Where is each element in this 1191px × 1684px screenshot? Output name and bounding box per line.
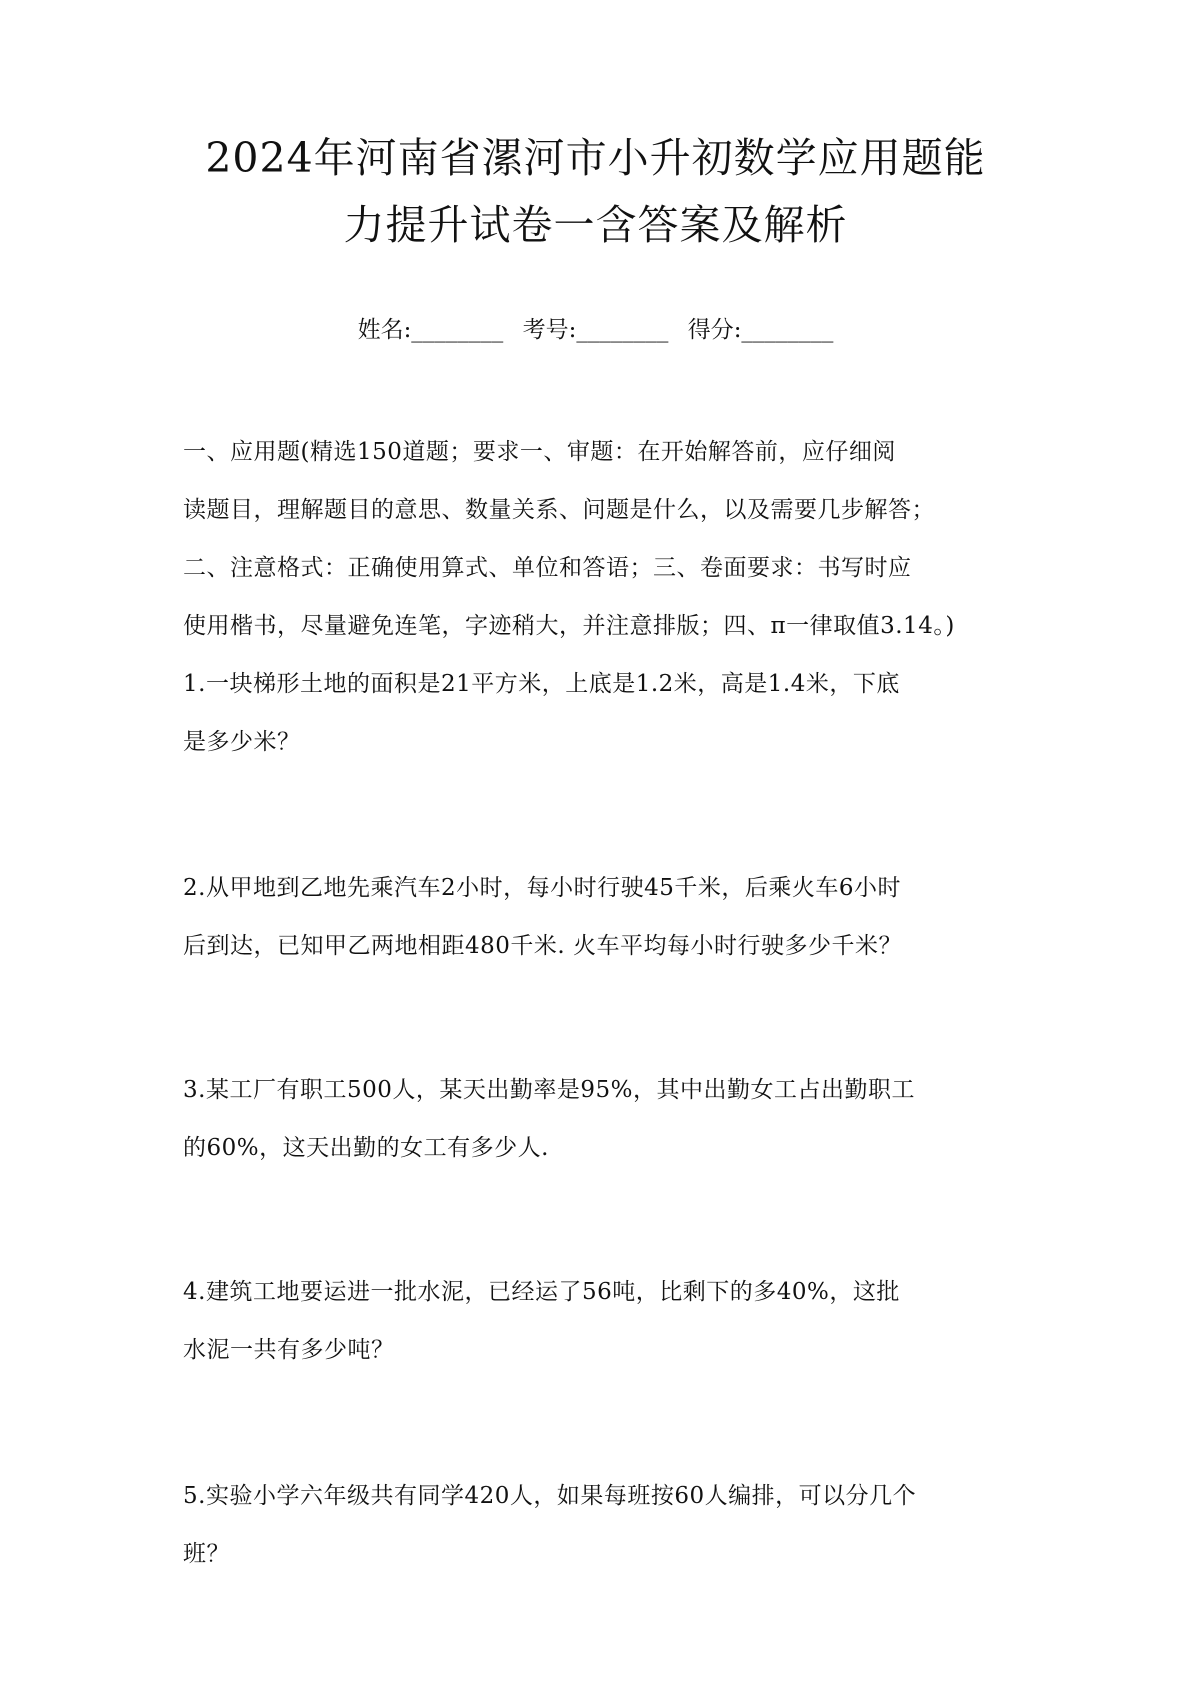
instructions-line-1: 一、应用题(精选150道题；要求一、审题：在开始解答前，应仔细阅 xyxy=(183,439,896,465)
question-2-line-1: 2.从甲地到乙地先乘汽车2小时，每小时行驶45千米，后乘火车6小时 xyxy=(183,875,901,901)
exam-number-field: 考号:________ xyxy=(522,317,669,343)
question-1-line-1: 1.一块梯形土地的面积是21平方米，上底是1.2米，高是1.4米，下底 xyxy=(183,671,900,697)
question-2-line-2: 后到达，已知甲乙两地相距480千米. 火车平均每小时行驶多少千米？ xyxy=(183,933,903,959)
question-1-line-2: 是多少米？ xyxy=(183,729,301,755)
page-title-line-2: 力提升试卷一含答案及解析 xyxy=(343,201,848,249)
question-3-line-1: 3.某工厂有职工500人，某天出勤率是95%，其中出勤女工占出勤职工 xyxy=(183,1077,915,1103)
question-3-line-2: 的60%，这天出勤的女工有多少人. xyxy=(183,1135,549,1161)
question-4-line-1: 4.建筑工地要运进一批水泥，已经运了56吨，比剩下的多40%，这批 xyxy=(183,1279,900,1305)
name-field: 姓名:________ xyxy=(357,317,504,343)
instructions-line-2: 读题目，理解题目的意思、数量关系、问题是什么，以及需要几步解答； xyxy=(183,497,935,523)
score-field: 得分:________ xyxy=(687,317,834,343)
question-4-line-2: 水泥一共有多少吨？ xyxy=(183,1337,395,1363)
instructions-line-4: 使用楷书，尽量避免连笔，字迹稍大，并注意排版；四、π一律取值3.14。) xyxy=(183,613,955,639)
question-5-line-2: 班？ xyxy=(183,1541,230,1567)
student-info-row xyxy=(0,310,1191,350)
page-title-line-1: 2024年河南省漯河市小升初数学应用题能 xyxy=(205,134,986,182)
question-5-line-1: 5.实验小学六年级共有同学420人，如果每班按60人编排，可以分几个 xyxy=(183,1483,917,1509)
instructions-line-3: 二、注意格式：正确使用算式、单位和答语；三、卷面要求：书写时应 xyxy=(183,555,912,581)
